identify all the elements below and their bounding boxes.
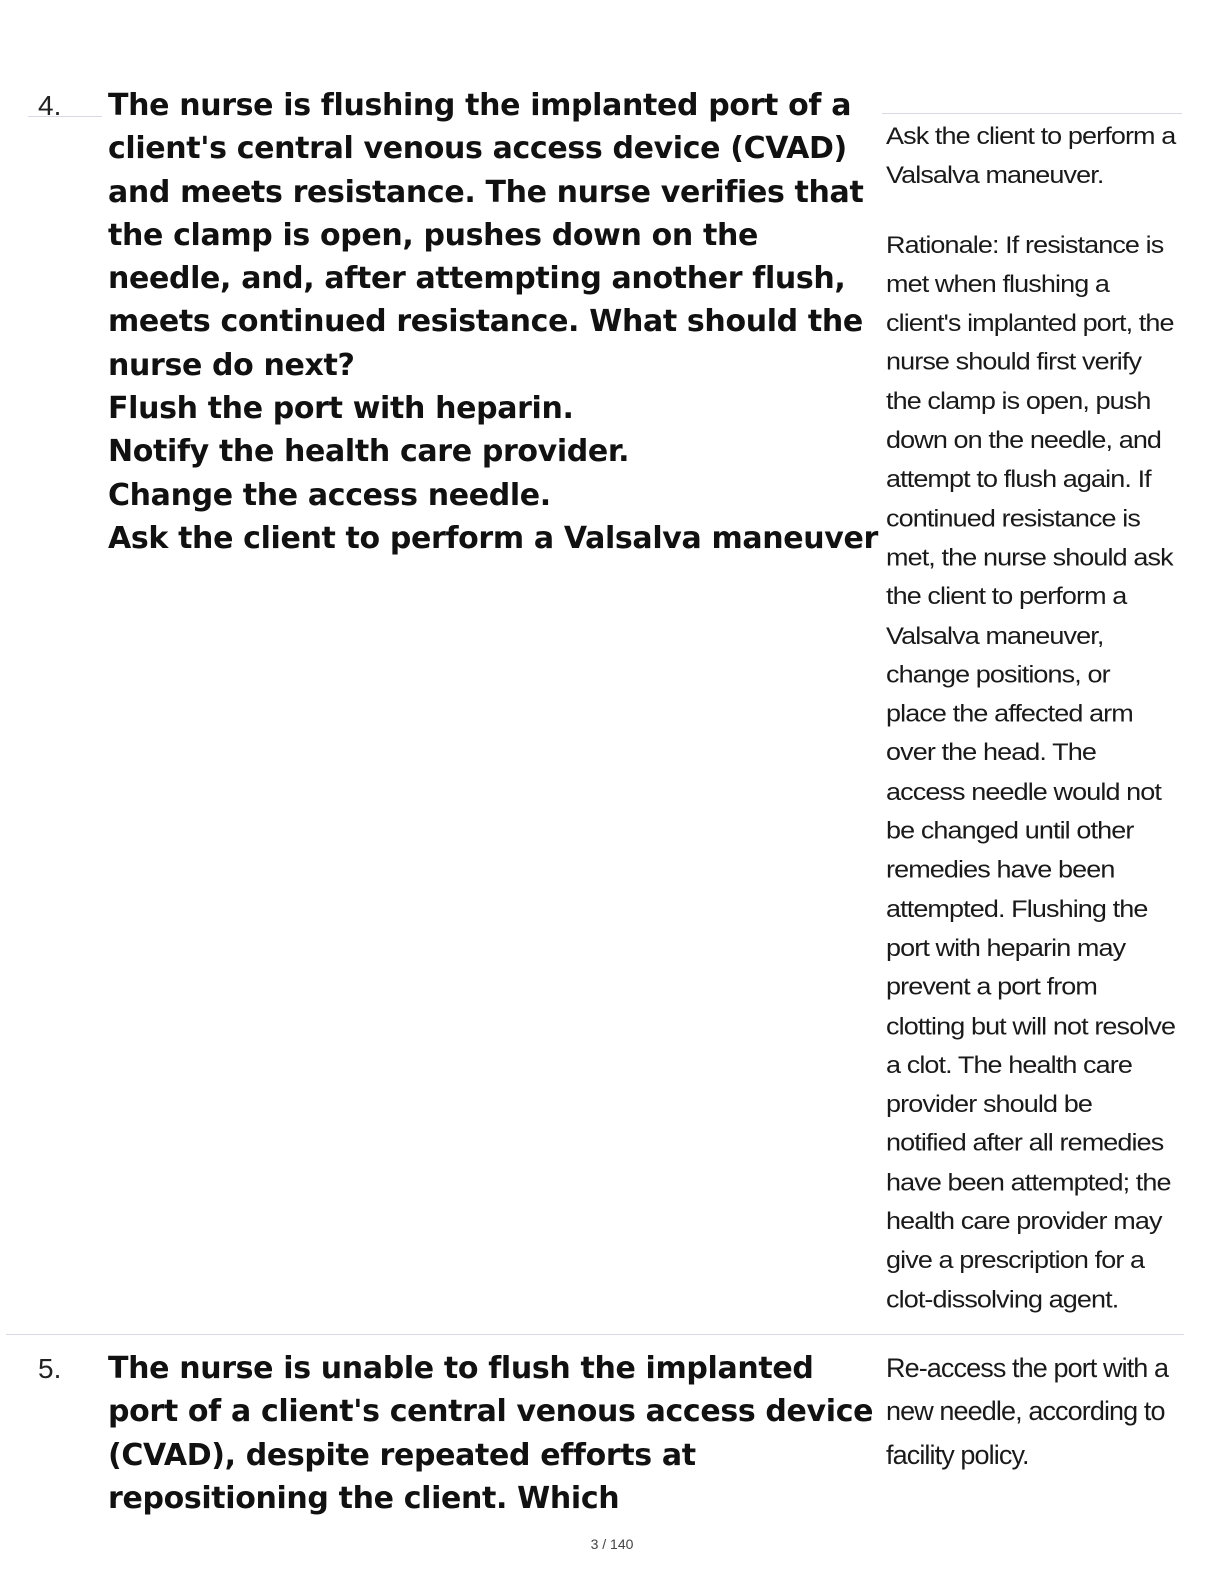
divider-line (882, 113, 1182, 114)
question-number: 5. (38, 1353, 62, 1384)
correct-answer: Ask the client to perform a Valsalva maneuver. (886, 122, 1176, 189)
answer-choice: Ask the client to perform a Valsalva maneuver (108, 520, 878, 556)
rationale-text: Rationale: If resistance is met when flushing a client's implanted port, the nurse should first verify the clamp is open, push down on the needle, and attempt to flush again. If continued resistance is met, the nurse should ask the client to perform a Valsalva maneuver, change positions, or place the affected arm over the head. The access needle would not be changed until other remedies have been attempted. Flushing the port with heparin may prevent a port from clotting but will not resolve a clot. The health care provider should be notified after all remedies have been attempted; the health care provider may give a prescription for a clot-dissolving agent. (886, 231, 1176, 1313)
question-stem: The nurse is flushing the implanted port of a client's central venous access device (CVAD) and meets resistance. The nurse verifies that the clamp is open, pushes down on the needle, and, after attempting another flush, meets continued resistance. What should the nurse do next? (108, 88, 864, 383)
divider-line (6, 1334, 1184, 1335)
page-indicator: 3 / 140 (590, 1536, 634, 1552)
answer-column (886, 1347, 1176, 1477)
question-block (108, 84, 884, 560)
answer-column (886, 117, 1176, 1319)
answer-choice: Notify the health care provider. (108, 434, 630, 470)
question-block (108, 1347, 884, 1520)
correct-answer: Re-access the port with a new needle, according to facility policy. (886, 1353, 1169, 1470)
question-stem: The nurse is unable to flush the implanted port of a client's central venous access device (CVAD), despite repeated efforts at repositioning the client. Which (108, 1351, 874, 1516)
answer-choice: Change the access needle. (108, 477, 551, 513)
question-number: 4. (38, 90, 62, 121)
answer-choices (108, 387, 884, 560)
answer-choice: Flush the port with heparin. (108, 391, 574, 427)
